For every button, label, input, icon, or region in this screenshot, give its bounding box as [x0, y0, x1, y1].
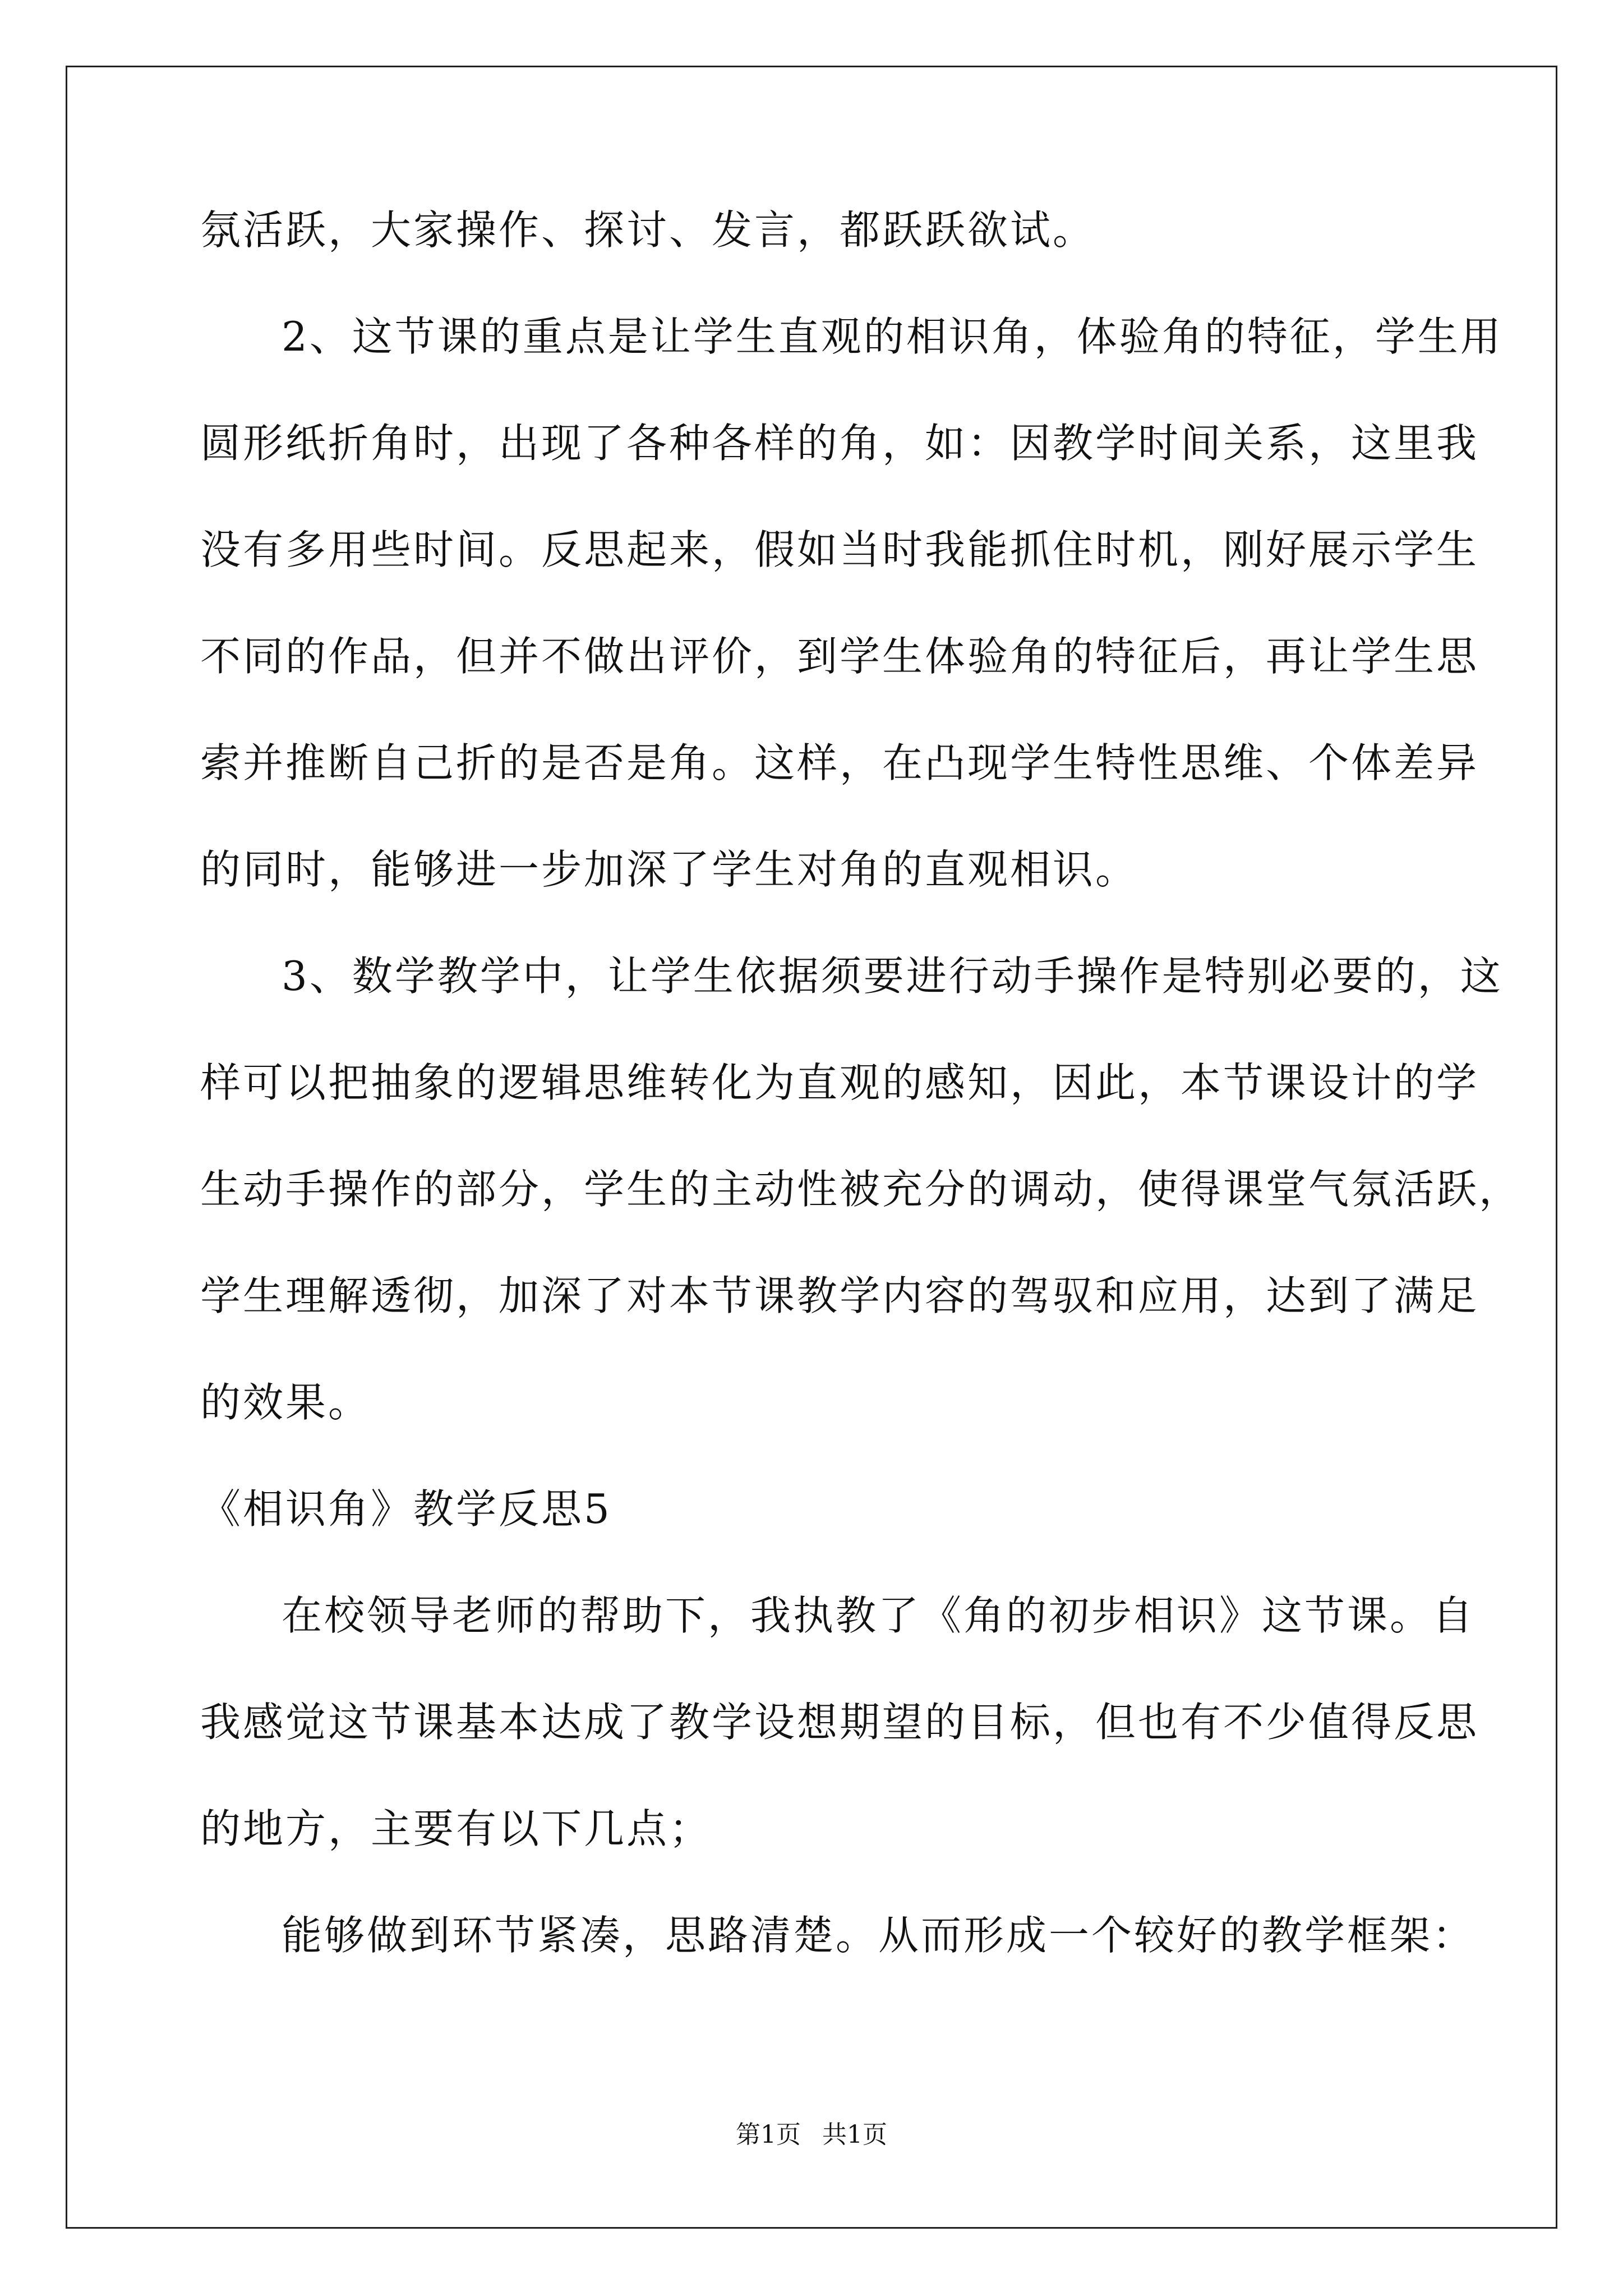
text-line: 索并推断自己折的是否是角。这样，在凸现学生特性思维、个体差异	[200, 739, 1479, 786]
text-line: 的地方，主要有以下几点；	[200, 1805, 712, 1852]
text-line: 的效果。	[200, 1379, 371, 1426]
page-footer	[0, 2118, 1623, 2152]
page-number: 第1页	[736, 2120, 801, 2149]
text-line: 的同时，能够进一步加深了学生对角的直观相识。	[200, 846, 1138, 893]
text-line: 3、数学教学中，让学生依据须要进行动手操作是特别必要的，这	[282, 953, 1503, 1000]
text-line: 圆形纸折角时，出现了各种各样的角，如：因教学时间关系，这里我	[200, 420, 1479, 467]
text-line: 氛活跃，大家操作、探讨、发言，都跃跃欲试。	[200, 206, 1096, 254]
text-line: 能够做到环节紧凑，思路清楚。从而形成一个较好的教学框架：	[282, 1912, 1476, 1959]
text-line: 学生理解透彻，加深了对本节课教学内容的驾驭和应用，达到了满足	[200, 1272, 1479, 1319]
text-line: 生动手操作的部分，学生的主动性被充分的调动，使得课堂气氛活跃，	[200, 1166, 1522, 1213]
page-total: 共1页	[822, 2120, 887, 2149]
text-line: 2、这节课的重点是让学生直观的相识角，体验角的特征，学生用	[282, 313, 1503, 360]
text-line: 在校领导老师的帮助下，我执教了《角的初步相识》这节课。自	[282, 1592, 1476, 1639]
text-line: 没有多用些时间。反思起来，假如当时我能抓住时机，刚好展示学生	[200, 526, 1479, 573]
text-line: 样可以把抽象的逻辑思维转化为直观的感知，因此，本节课设计的学	[200, 1059, 1479, 1106]
section-heading: 《相识角》教学反思5	[200, 1485, 612, 1533]
document-body	[200, 202, 1522, 2014]
text-line: 我感觉这节课基本达成了教学设想期望的目标，但也有不少值得反思	[200, 1699, 1479, 1746]
text-line: 不同的作品，但并不做出评价，到学生体验角的特征后，再让学生思	[200, 633, 1479, 680]
